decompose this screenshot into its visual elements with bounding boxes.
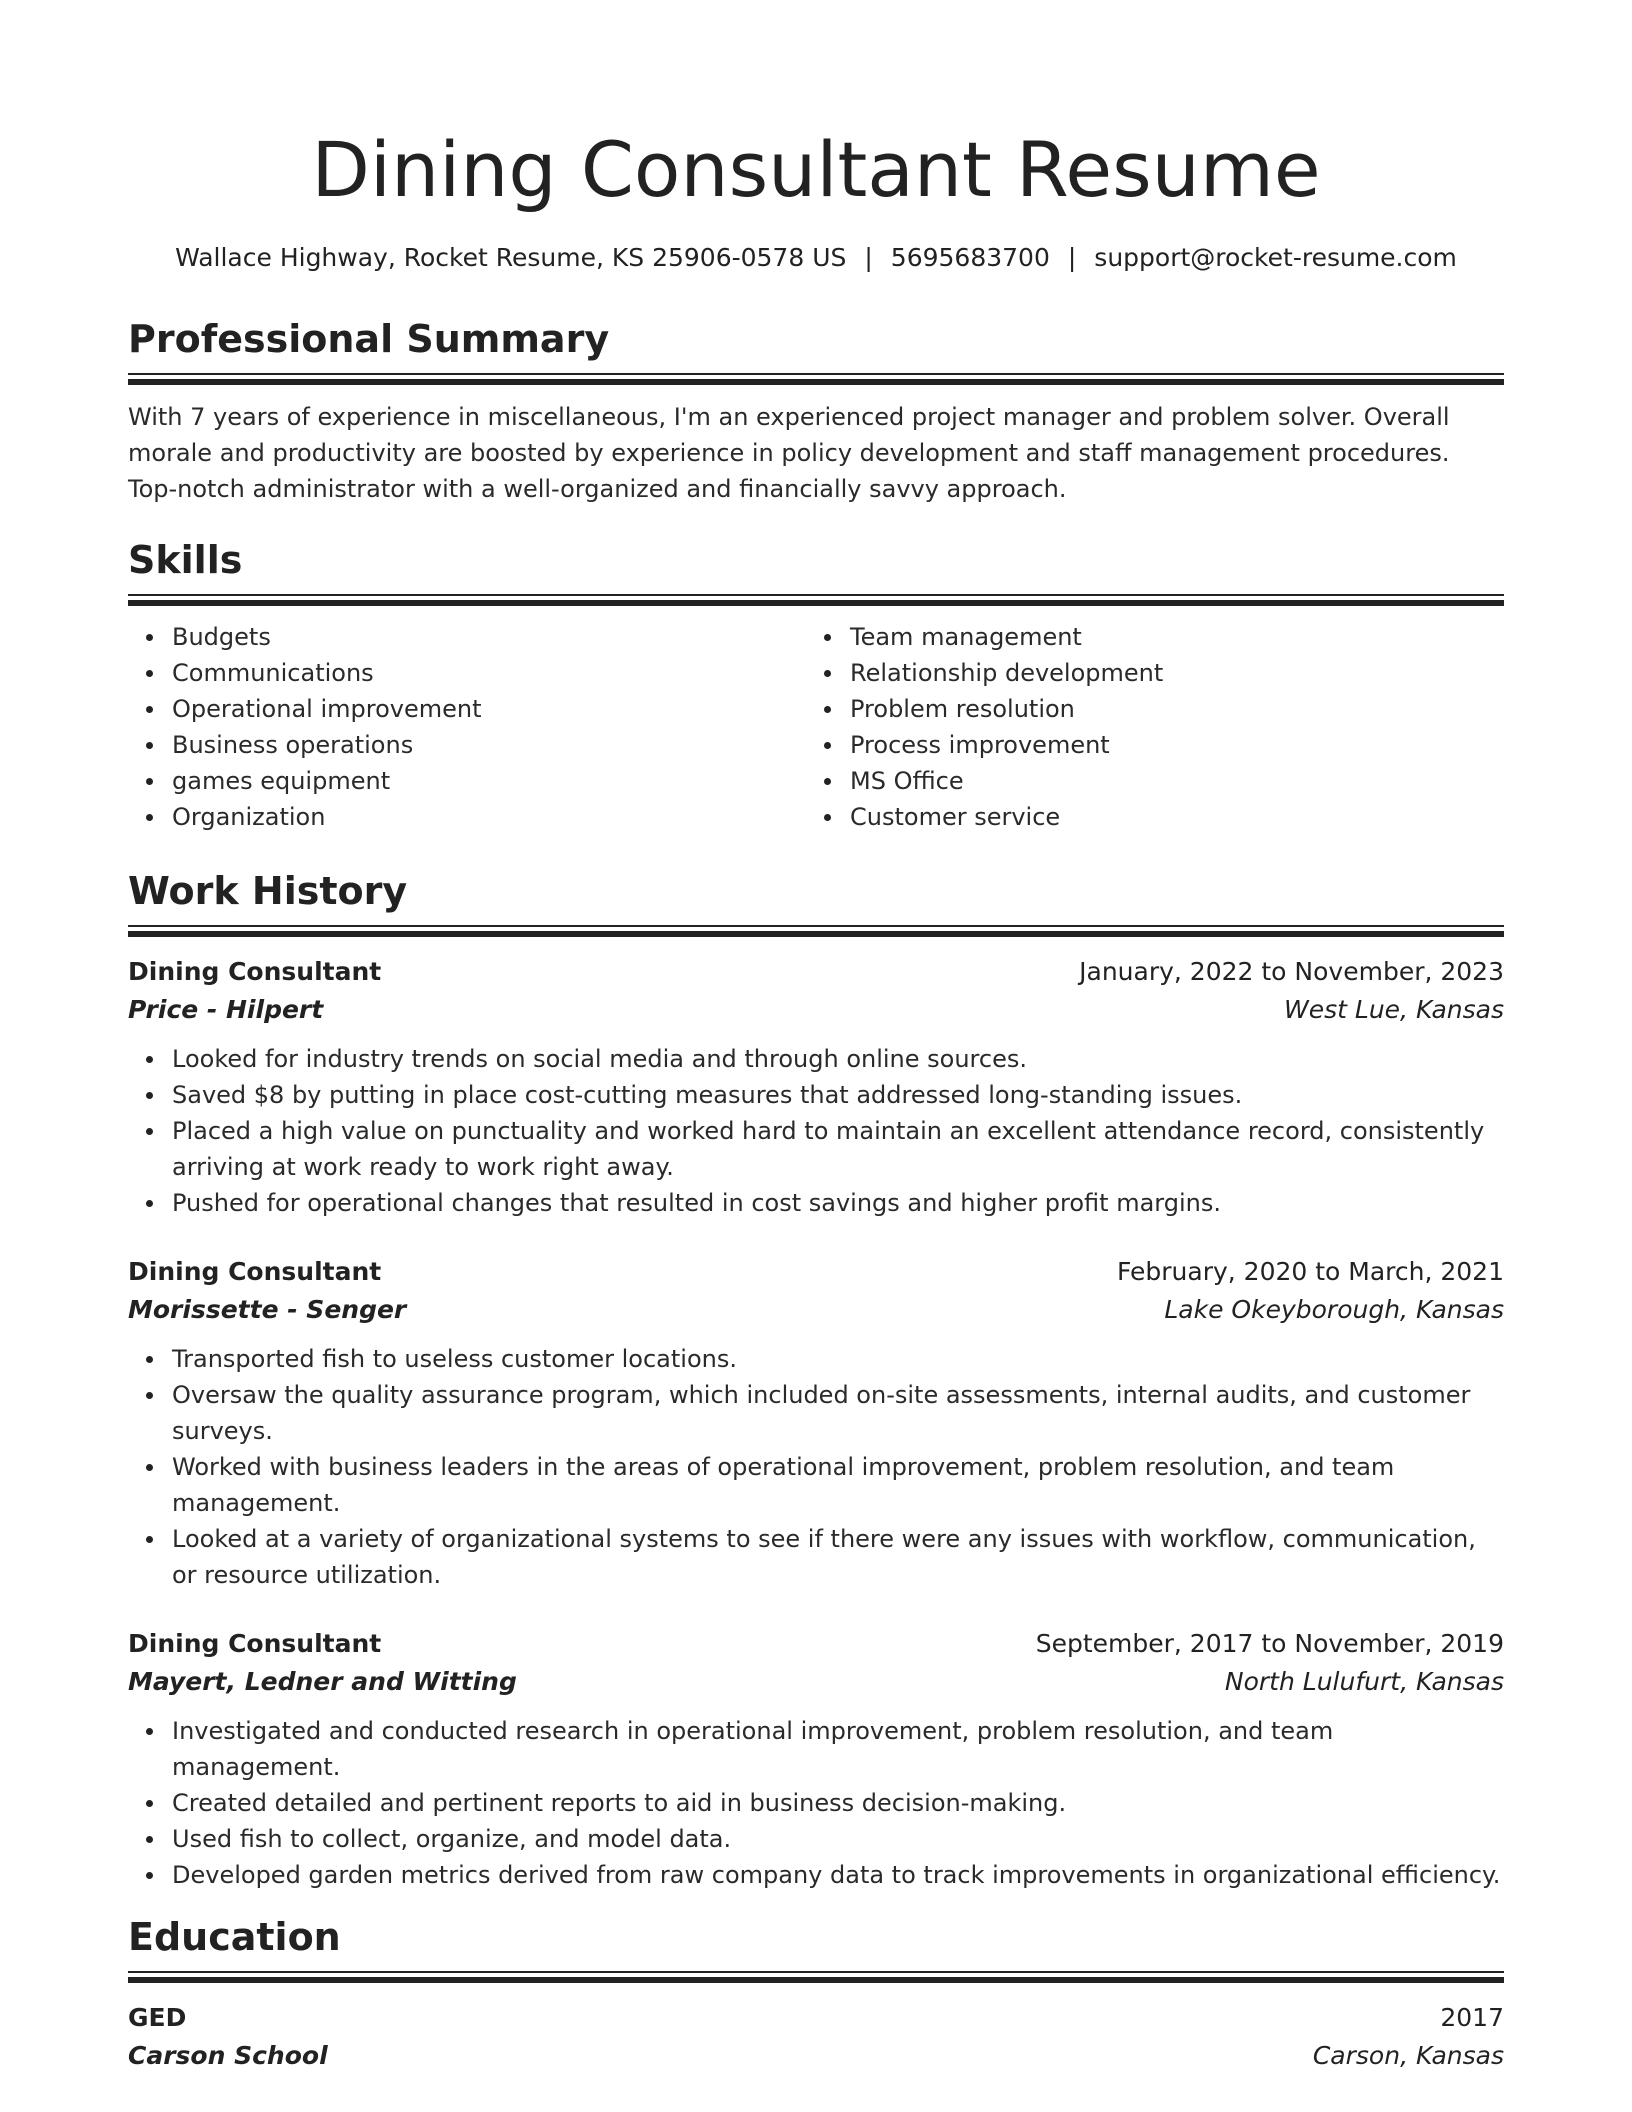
job-bullets [128,1713,1504,1893]
job-bullet: Transported fish to useless customer locations. [172,1341,1504,1377]
contact-separator: | [864,243,873,272]
education-degree: GED [128,2003,187,2032]
job-bullet: Created detailed and pertinent reports to aid in business decision-making. [172,1785,1504,1821]
education-location: Carson, Kansas [1312,2041,1504,2070]
skill-item: Business operations [172,727,806,763]
job-entry [128,953,1504,1221]
job-bullet: Looked for industry trends on social media and through online sources. [172,1041,1504,1077]
skills-list-left [128,619,806,835]
job-company: Mayert, Ledner and Witting [128,1667,517,1696]
skills-columns [128,619,1504,835]
job-list [128,953,1504,1893]
education-heading: Education [128,1915,341,1959]
summary-section [128,314,1504,507]
summary-heading: Professional Summary [128,317,610,361]
job-title: Dining Consultant [128,1629,382,1658]
education-section [128,1912,1504,2075]
skill-item: Organization [172,799,806,835]
skill-item: Problem resolution [850,691,1484,727]
skill-item: Communications [172,655,806,691]
job-location: Lake Okeyborough, Kansas [1164,1295,1504,1324]
skills-column-left [128,619,806,835]
education-row-primary [128,1999,1504,2037]
contact-phone: 5695683700 [890,243,1050,272]
job-row-primary [128,953,1504,991]
section-divider [128,373,1504,385]
skills-column-right [806,619,1484,835]
summary-text: With 7 years of experience in miscellaneous, I'm an experienced project manager and problem solver. Overall morale and productivity are boosted by experience in policy development and staff management procedures. Top-notch administrator with a well-organized and financially savvy approach. [128,403,1450,503]
skill-item: Budgets [172,619,806,655]
skill-item: MS Office [850,763,1484,799]
skill-item: Process improvement [850,727,1484,763]
skill-item: Operational improvement [172,691,806,727]
skill-item: Customer service [850,799,1484,835]
contact-email[interactable]: support@rocket-resume.com [1094,243,1457,272]
job-row-secondary [128,991,1504,1029]
work-heading: Work History [128,869,408,913]
section-divider [128,1971,1504,1983]
job-bullet: Developed garden metrics derived from raw company data to track improvements in organizational efficiency. [172,1857,1504,1893]
job-bullet: Placed a high value on punctuality and worked hard to maintain an excellent attendance record, consistently arriving at work ready to work right away. [172,1113,1504,1185]
skill-item: Relationship development [850,655,1484,691]
job-bullet: Investigated and conducted research in operational improvement, problem resolution, and team management. [172,1713,1504,1785]
education-school: Carson School [128,2041,328,2070]
job-bullet: Worked with business leaders in the areas of operational improvement, problem resolution, and team management. [172,1449,1504,1521]
contact-address: Wallace Highway, Rocket Resume, KS 25906-0578 US [175,243,847,272]
job-company: Morissette - Senger [128,1295,407,1324]
job-bullet: Saved $8 by putting in place cost-cutting measures that addressed long-standing issues. [172,1077,1504,1113]
job-entry [128,1625,1504,1893]
job-title: Dining Consultant [128,957,382,986]
job-bullets [128,1041,1504,1221]
job-entry [128,1253,1504,1593]
job-bullet: Looked at a variety of organizational systems to see if there were any issues with workflow, communication, or resource utilization. [172,1521,1504,1593]
contact-separator: | [1067,243,1077,272]
job-dates: January, 2022 to November, 2023 [1079,957,1504,986]
job-location: North Lulufurt, Kansas [1224,1667,1504,1696]
job-bullet: Pushed for operational changes that resulted in cost savings and higher profit margins. [172,1185,1504,1221]
job-bullets [128,1341,1504,1593]
job-company: Price - Hilpert [128,995,324,1024]
job-row-primary [128,1625,1504,1663]
section-divider [128,925,1504,937]
job-row-secondary [128,1291,1504,1329]
job-row-primary [128,1253,1504,1291]
work-section [128,866,1504,1893]
skills-section [128,535,1504,835]
job-bullet: Oversaw the quality assurance program, which included on-site assessments, internal audits, and customer surveys. [172,1377,1504,1449]
contact-line [0,238,1632,278]
job-bullet: Used fish to collect, organize, and model data. [172,1821,1504,1857]
resume-title: Dining Consultant Resume [311,125,1321,214]
job-row-secondary [128,1663,1504,1701]
skill-item: games equipment [172,763,806,799]
skill-item: Team management [850,619,1484,655]
job-title: Dining Consultant [128,1257,382,1286]
job-location: West Lue, Kansas [1284,995,1504,1024]
education-row-secondary [128,2037,1504,2075]
job-dates: September, 2017 to November, 2019 [1035,1629,1504,1658]
skills-heading: Skills [128,538,243,582]
section-divider [128,594,1504,606]
education-year: 2017 [1440,2003,1504,2032]
job-dates: February, 2020 to March, 2021 [1116,1257,1504,1286]
skills-list-right [806,619,1484,835]
